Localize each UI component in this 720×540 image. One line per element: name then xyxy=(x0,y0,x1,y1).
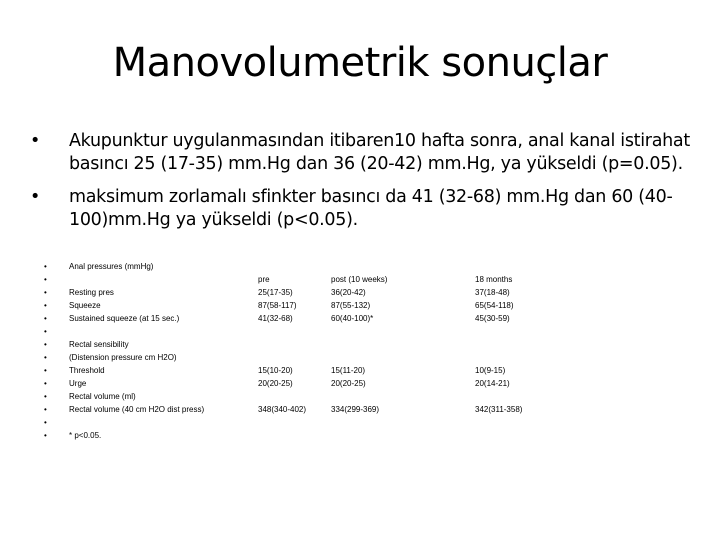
cell-value: 20(20-25) xyxy=(331,379,366,388)
bullet-icon: • xyxy=(44,301,47,310)
bullet-icon: • xyxy=(44,314,47,323)
bullet-icon: • xyxy=(44,405,47,414)
cell-value: 20(20-25) xyxy=(258,379,293,388)
bullet-item: • Akupunktur uygulanmasından itibaren10 hafta sonra, anal kanal istirahat basıncı 25 (17-35) mm.Hg dan 36 (20-42) mm.Hg, ya yükseldi (p=0.05). xyxy=(30,131,690,174)
bullet-icon: • xyxy=(44,353,47,362)
cell-value: 15(11-20) xyxy=(331,366,366,375)
cell-value: 37(18-48) xyxy=(475,288,510,297)
bullet-icon: • xyxy=(44,431,47,440)
bullet-icon: • xyxy=(44,418,47,427)
table-row xyxy=(44,260,644,273)
row-label: Rectal volume (ml) xyxy=(69,392,136,401)
bullet-icon: • xyxy=(44,379,47,388)
cell-value: 87(55-132) xyxy=(331,301,371,310)
cell-value: 342(311-358) xyxy=(475,405,523,414)
row-label: Rectal sensibility xyxy=(69,340,129,349)
cell-value: 65(54-118) xyxy=(475,301,514,310)
table-row xyxy=(44,299,644,312)
table-row xyxy=(44,273,644,286)
row-label: (Distension pressure cm H2O) xyxy=(69,353,177,362)
bullet-item: • maksimum zorlamalı sfinkter basıncı da 41 (32-68) mm.Hg dan 60 (40-100)mm.Hg ya yükseldi (p<0.05). xyxy=(30,187,673,230)
table-row xyxy=(44,364,644,377)
table-row xyxy=(44,390,644,403)
row-label: * p<0.05. xyxy=(69,431,102,440)
cell-value: 20(14-21) xyxy=(475,379,510,388)
table-row xyxy=(44,286,644,299)
row-label: Squeeze xyxy=(69,301,101,310)
cell-value: 36(20-42) xyxy=(331,288,366,297)
cell-value: 41(32-68) xyxy=(258,314,293,323)
table-row xyxy=(44,377,644,390)
bullet-icon: • xyxy=(44,340,47,349)
cell-value: 10(9-15) xyxy=(475,366,506,375)
bullet-icon: • xyxy=(44,275,47,284)
bullet-icon: • xyxy=(30,131,41,151)
bullet-icon: • xyxy=(44,288,47,297)
bullet-icon: • xyxy=(44,366,47,375)
cell-value: 60(40-100)* xyxy=(331,314,374,323)
row-label: Threshold xyxy=(69,366,105,375)
cell-value: 87(58-117) xyxy=(258,301,297,310)
table-row xyxy=(44,429,644,442)
table-row xyxy=(44,351,644,364)
cell-value: 334(299-369) xyxy=(331,405,380,414)
cell-value: 18 months xyxy=(475,275,513,284)
table-row xyxy=(44,403,644,416)
table-row xyxy=(44,338,644,351)
row-label: Urge xyxy=(69,379,87,388)
row-label: Resting pres xyxy=(69,288,114,297)
bullet-icon: • xyxy=(44,327,47,336)
table-row xyxy=(44,416,644,429)
bullet-icon: • xyxy=(30,187,41,207)
cell-value: 15(10-20) xyxy=(258,366,293,375)
slide-title: Manovolumetrik sonuçlar xyxy=(112,40,608,86)
row-label: Sustained squeeze (at 15 sec.) xyxy=(69,314,180,323)
table-row xyxy=(44,312,644,325)
cell-value: post (10 weeks) xyxy=(331,275,388,284)
cell-value: pre xyxy=(258,275,270,284)
row-label: Rectal volume (40 cm H2O dist press) xyxy=(69,405,205,414)
bullet-icon: • xyxy=(44,392,47,401)
cell-value: 348(340-402) xyxy=(258,405,307,414)
row-label: Anal pressures (mmHg) xyxy=(69,262,154,271)
cell-value: 45(30-59) xyxy=(475,314,510,323)
cell-value: 25(17-35) xyxy=(258,288,293,297)
table-row xyxy=(44,325,644,338)
bullet-icon: • xyxy=(44,262,47,271)
